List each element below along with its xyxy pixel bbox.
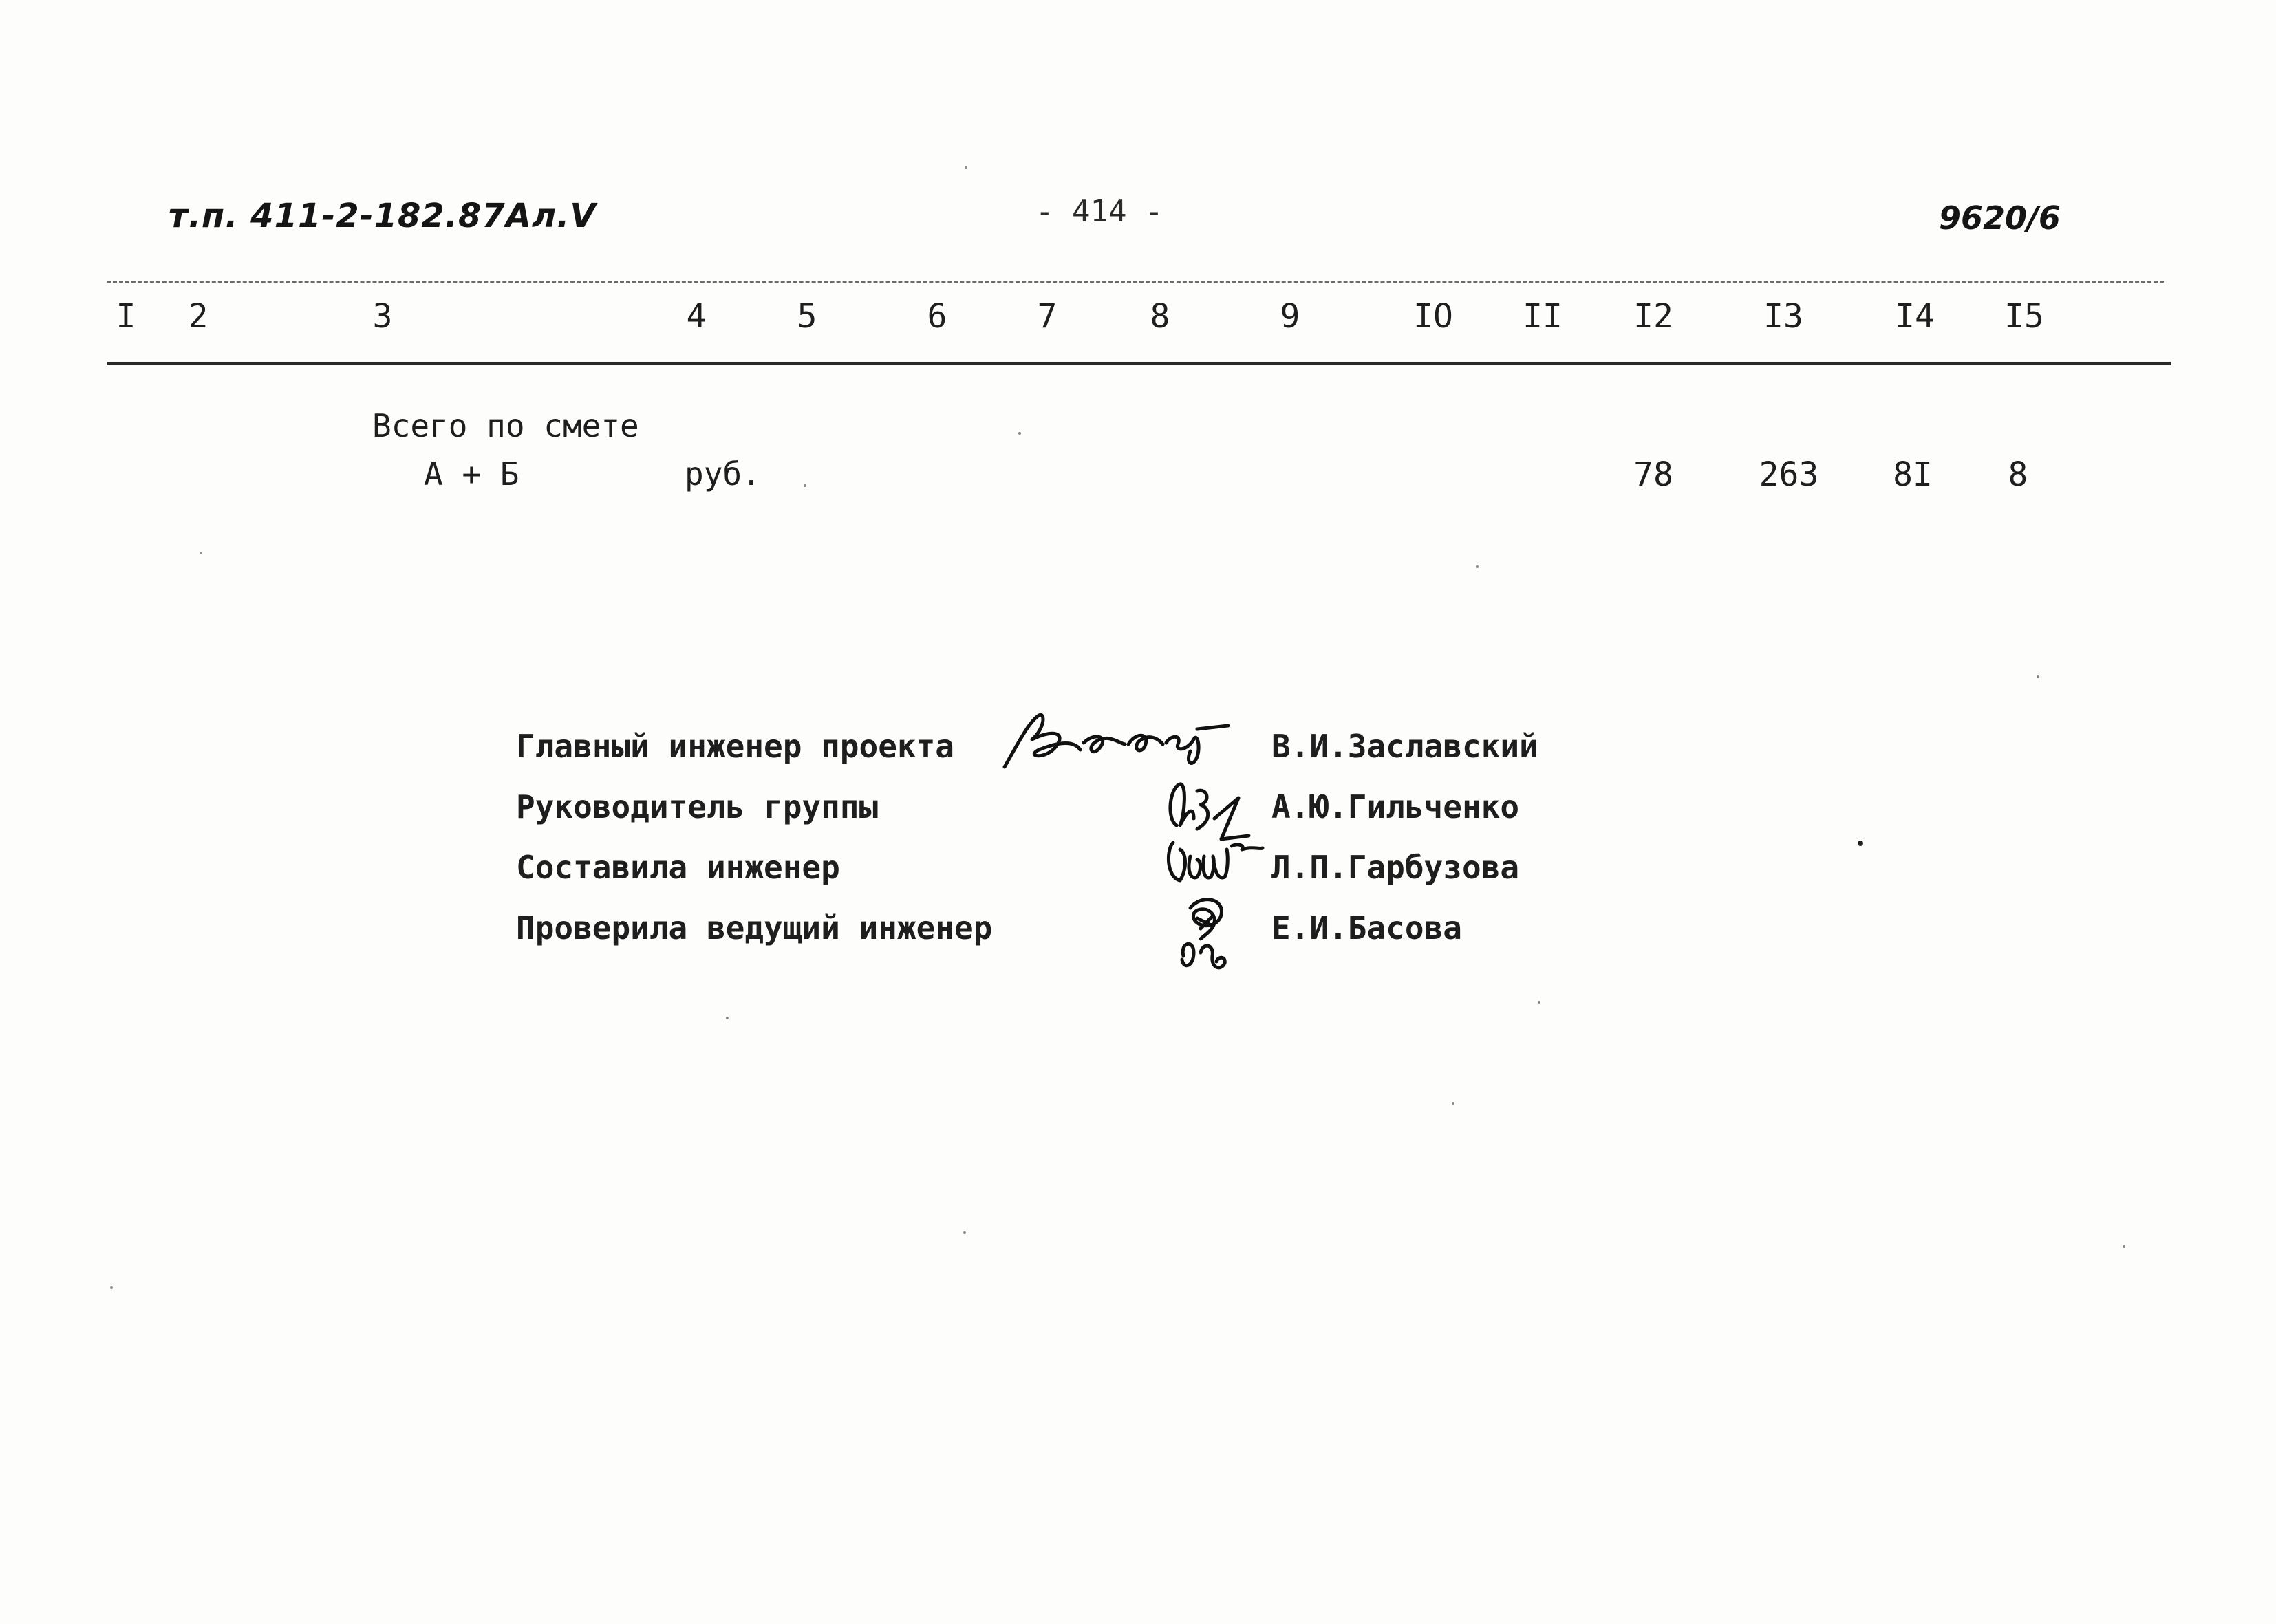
total-value-col15: 8 bbox=[2008, 455, 2028, 494]
total-unit: руб. bbox=[685, 455, 761, 492]
table-header-rule bbox=[107, 362, 2171, 365]
signature-name-chief-engineer: В.И.Заславский bbox=[1271, 728, 1538, 765]
scan-speck bbox=[804, 484, 806, 487]
scan-speck bbox=[965, 166, 967, 169]
scan-speck bbox=[1452, 1102, 1454, 1105]
column-number-7: 7 bbox=[1037, 297, 1058, 336]
column-number-2: 2 bbox=[188, 297, 208, 336]
scan-speck bbox=[110, 1286, 113, 1289]
scan-speck bbox=[2037, 675, 2039, 678]
scan-speck bbox=[1538, 1001, 1540, 1004]
column-number-15: I5 bbox=[2004, 297, 2044, 336]
scan-speck bbox=[963, 1231, 966, 1234]
page-number: - 414 - bbox=[1035, 194, 1163, 229]
signature-name-group-leader: А.Ю.Гильченко bbox=[1271, 788, 1520, 825]
total-label: Всего по смете bbox=[372, 407, 639, 444]
signature-title-compiler: Составила инженер bbox=[516, 849, 840, 886]
signature-title-group-leader: Руководитель группы bbox=[516, 788, 879, 825]
column-number-5: 5 bbox=[797, 297, 817, 336]
column-number-10: IO bbox=[1413, 297, 1453, 336]
column-number-4: 4 bbox=[686, 297, 707, 336]
scan-speck bbox=[1858, 841, 1863, 846]
column-number-14: I4 bbox=[1895, 297, 1935, 336]
column-number-12: I2 bbox=[1633, 297, 1673, 336]
column-number-13: I3 bbox=[1763, 297, 1803, 336]
column-number-8: 8 bbox=[1150, 297, 1170, 336]
column-number-3: 3 bbox=[372, 297, 393, 336]
sheet-reference: 9620/6 bbox=[1939, 199, 2061, 237]
scan-speck bbox=[200, 552, 202, 554]
signature-name-compiler: Л.П.Гарбузова bbox=[1271, 849, 1520, 886]
total-value-col14: 8I bbox=[1893, 455, 1933, 494]
column-number-9: 9 bbox=[1280, 297, 1300, 336]
scan-speck bbox=[1018, 432, 1021, 435]
total-value-col13: 263 bbox=[1759, 455, 1819, 494]
signature-name-reviewer: Е.И.Басова bbox=[1271, 909, 1462, 946]
scan-speck bbox=[1476, 565, 1479, 568]
signature-title-chief-engineer: Главный инженер проекта bbox=[516, 728, 954, 765]
signature-title-reviewer: Проверила ведущий инженер bbox=[516, 909, 993, 946]
handwritten-signature-chief-engineer bbox=[991, 702, 1238, 777]
column-number-11: II bbox=[1523, 297, 1563, 336]
column-number-1: I bbox=[116, 297, 136, 336]
scan-speck bbox=[726, 1017, 729, 1019]
handwritten-signature-reviewer bbox=[1163, 887, 1245, 984]
total-value-col12: 78 bbox=[1633, 455, 1673, 494]
document-code: т.п. 411-2-182.87Ал.V bbox=[169, 197, 597, 235]
table-top-rule bbox=[107, 281, 2164, 283]
total-sub-label: А + Б bbox=[424, 455, 519, 492]
scan-speck bbox=[2123, 1245, 2125, 1248]
column-number-6: 6 bbox=[927, 297, 947, 336]
